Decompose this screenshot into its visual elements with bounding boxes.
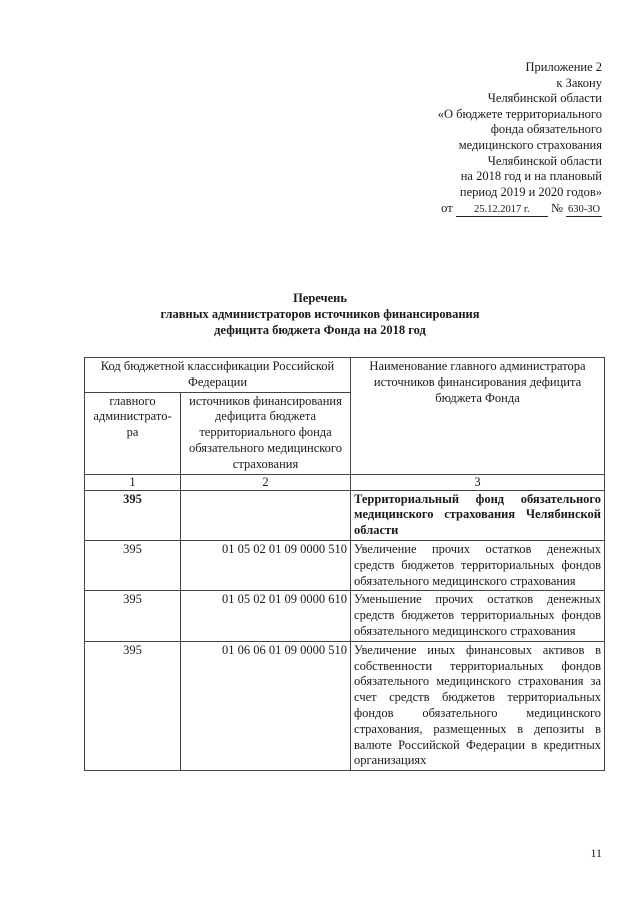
law-date: 25.12.2017 г. — [456, 203, 548, 217]
admin-name: Увеличение прочих остатков денежных средств бюджетов территориальных фондов обязательного медицинского страхования — [351, 540, 605, 590]
document-title — [0, 290, 640, 338]
source-code: 01 05 02 01 09 0000 610 — [181, 591, 351, 641]
source-code: 01 05 02 01 09 0000 510 — [181, 540, 351, 590]
date-prefix: от — [441, 201, 453, 216]
source-code — [181, 490, 351, 540]
appendix-line: на 2018 год и на плановый — [460, 169, 602, 184]
admin-name: Увеличение иных финансовых активов в собственности территориальных фондов обязательного медицинского страхования за счет средств бюджетов территориальных фондов обязательного медицинского страхования, размещенных в депозиты в валюте Российской Федерации в кредитных организациях — [351, 641, 605, 770]
table-row — [85, 490, 605, 540]
table-header-row — [85, 358, 605, 393]
law-date-line — [362, 201, 602, 217]
appendix-line: «О бюджете территориального — [437, 106, 602, 121]
admin-name: Уменьшение прочих остатков денежных средств бюджетов территориальных фондов обязательного медицинского страхования — [351, 591, 605, 641]
admin-code: 395 — [85, 641, 181, 770]
header-chief-admin: главного администрато-ра — [85, 392, 181, 474]
admin-code: 395 — [85, 540, 181, 590]
appendix-line: Приложение 2 — [525, 60, 602, 74]
appendix-line: медицинского страхования — [458, 137, 602, 152]
appendix-line: фонда обязательного — [490, 122, 602, 137]
admin-name: Территориальный фонд обязательного медицинского страхования Челябинской области — [351, 490, 605, 540]
page-number: 11 — [590, 846, 602, 860]
source-code: 01 06 06 01 09 0000 510 — [181, 641, 351, 770]
title-line: дефицита бюджета Фонда на 2018 год — [214, 323, 426, 337]
law-number: 630-ЗО — [567, 204, 601, 216]
appendix-block — [362, 60, 602, 217]
appendix-line: Челябинской области — [487, 153, 602, 168]
column-number: 3 — [351, 474, 605, 490]
admin-code: 395 — [85, 490, 181, 540]
header-admin-name: Наименование главного администратора источников финансирования дефицита бюджета Фонда — [351, 358, 605, 475]
column-number: 2 — [181, 474, 351, 490]
title-line: Перечень — [293, 291, 347, 305]
appendix-line: период 2019 и 2020 годов» — [459, 184, 602, 199]
header-source-code: источников финансирования дефицита бюджета территориального фонда обязательного медицинского страхования — [181, 392, 351, 474]
appendix-line: Челябинской области — [487, 91, 602, 106]
header-budget-code: Код бюджетной классификации Российской Федерации — [85, 358, 351, 393]
administrators-table — [84, 357, 605, 771]
table-row — [85, 540, 605, 590]
column-number: 1 — [85, 474, 181, 490]
column-number-row — [85, 474, 605, 490]
table-row — [85, 641, 605, 770]
title-line: главных администраторов источников финансирования — [160, 307, 480, 321]
table-row — [85, 591, 605, 641]
appendix-line: к Закону — [556, 75, 602, 90]
admin-code: 395 — [85, 591, 181, 641]
number-prefix: № — [550, 201, 563, 216]
